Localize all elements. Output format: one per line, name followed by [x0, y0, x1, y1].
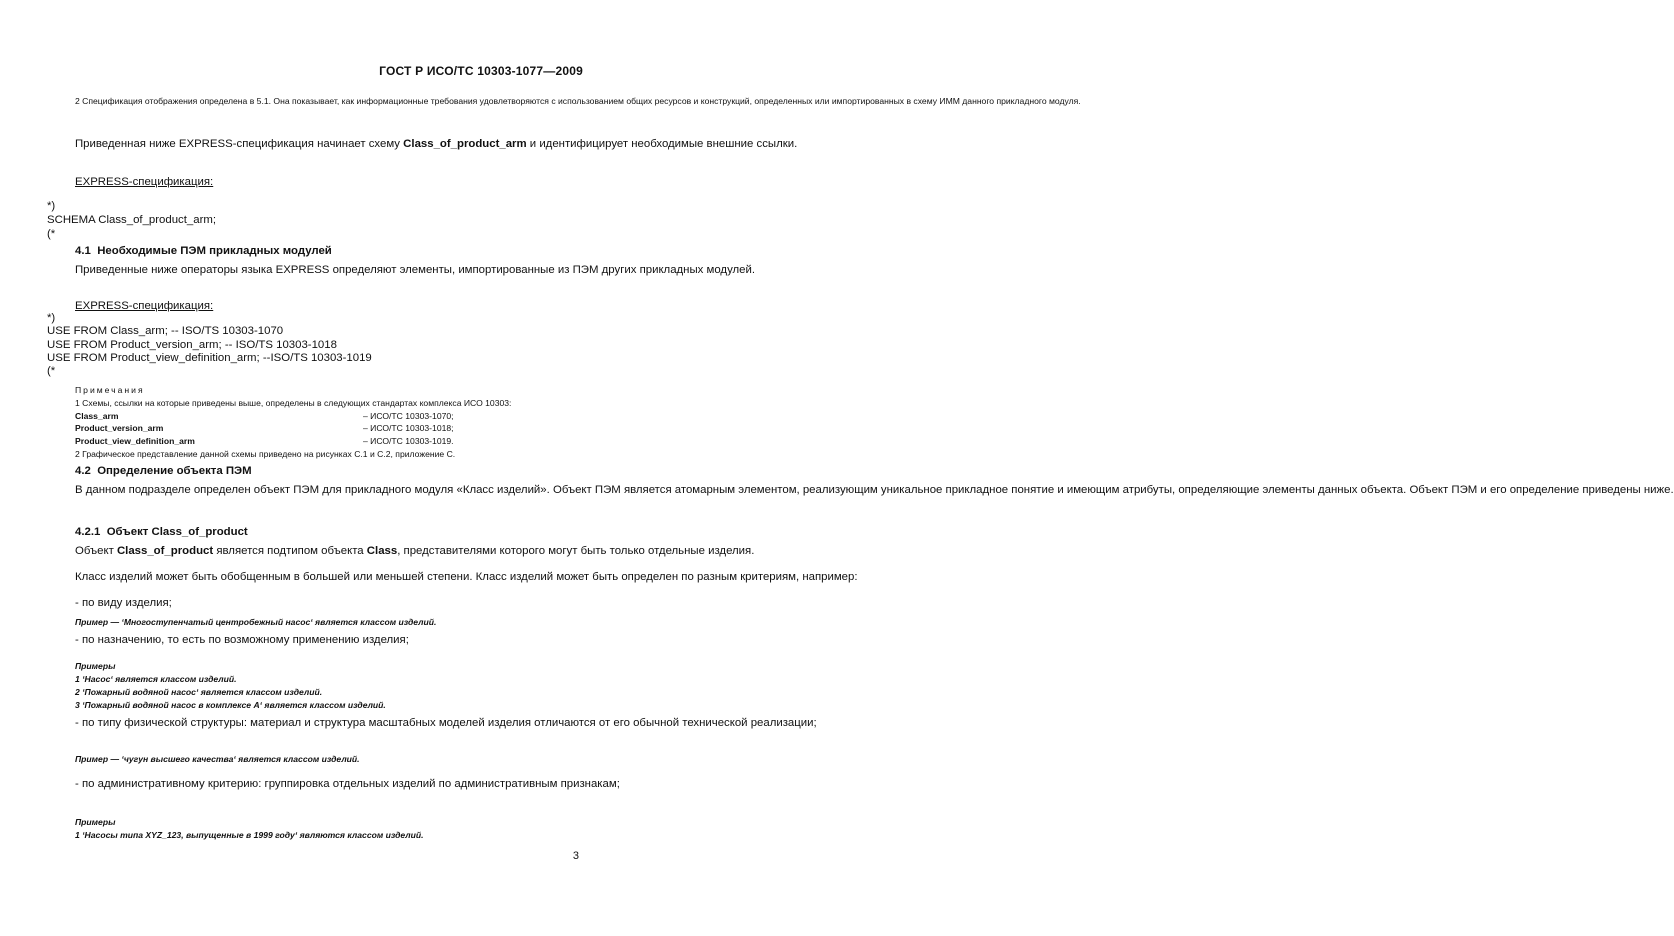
criterion-admin: - по административному критерию: группировка отдельных изделий по административным признакам; [75, 778, 620, 790]
section-title: Необходимые ПЭМ прикладных модулей [97, 245, 332, 257]
text-run: , представителями которого могут быть только отдельные изделия. [397, 545, 755, 557]
code-line: USE FROM Class_arm; -- ISO/TS 10303-1070 [47, 325, 284, 337]
examples-heading: Примеры [75, 661, 116, 671]
note-ref-row [75, 422, 575, 435]
entity-name: Class [366, 545, 398, 557]
example-item: 1 ‘Насосы типа XYZ_123, выпущенные в 1999 году‘ являются классом изделий. [75, 830, 424, 840]
express-spec-label-2: EXPRESS-спецификация: [75, 300, 214, 312]
ref-schema-name: Product_version_arm [75, 423, 164, 433]
section-title: Объект Class_of_product [106, 526, 248, 538]
example-item: 2 ‘Пожарный водяной насос‘ является классом изделий. [75, 687, 323, 697]
section-4-1-heading [75, 245, 332, 257]
intro-paragraph [47, 137, 798, 152]
entity-name: Class_of_product [116, 545, 214, 557]
ref-standard: – ИСО/ТС 10303-1018; [363, 423, 454, 433]
example-item: 1 ‘Насос‘ является классом изделий. [75, 674, 237, 684]
section-number: 4.1 [75, 245, 91, 257]
code-line: (* [47, 228, 56, 240]
ref-schema-name: Product_view_definition_arm [75, 436, 195, 446]
note-item-1: 1 Схемы, ссылки на которые приведены выше, определены в следующих стандартах комплекса ИСО 10303: [75, 398, 512, 408]
code-line: *) [47, 312, 56, 324]
text-run: является подтипом объекта [213, 545, 367, 557]
criterion-structure: - по типу физической структуры: материал и структура масштабных моделей изделия отличаются от его обычной технической реализации; [75, 717, 817, 729]
example-kind: Пример — ‘Многоступенчатый центробежный насос‘ является классом изделий. [75, 617, 437, 627]
section-4-1-paragraph: Приведенные ниже операторы языка EXPRESS определяют элементы, импортированные из ПЭМ других прикладных модулей. [75, 264, 756, 276]
section-title: Определение объекта ПЭМ [97, 465, 252, 477]
ref-standard: – ИСО/ТС 10303-1019. [363, 436, 454, 446]
ref-schema-name: Class_arm [75, 411, 119, 421]
intro-text-after: и идентифицирует необходимые внешние ссылки. [526, 138, 798, 150]
generalization-paragraph: Класс изделий может быть обобщенным в большей или меньшей степени. Класс изделий может быть определен по разным критериям, например: [75, 571, 858, 583]
express-spec-label-1: EXPRESS-спецификация: [75, 176, 214, 188]
document-header: ГОСТ Р ИСО/ТС 10303-1077—2009 [379, 64, 583, 78]
example-structure: Пример — ‘чугун высшего качества‘ является классом изделий. [75, 754, 360, 764]
note-item-2: 2 Графическое представление данной схемы приведено на рисунках С.1 и С.2, приложение С. [75, 449, 456, 459]
note-ref-row [75, 410, 575, 423]
code-line: SCHEMA Class_of_product_arm; [47, 214, 217, 226]
section-number: 4.2 [75, 465, 91, 477]
criterion-kind: - по виду изделия; [75, 597, 172, 609]
code-line: *) [47, 200, 56, 212]
criterion-purpose: - по назначению, то есть по возможному применению изделия; [75, 634, 409, 646]
code-line: (* [47, 365, 56, 377]
note-ref-row [75, 435, 575, 448]
text-run: Объект [75, 545, 117, 557]
class-of-product-definition [47, 544, 755, 559]
section-4-2-paragraph: В данном подразделе определен объект ПЭМ для прикладного модуля «Класс изделий». Объект ПЭМ является атомарным элементом, реализующим уникальное прикладное понятие и имеющим атрибуты, определяющие элементы данных объекта. Объект ПЭМ и его определение приведены ниже. [75, 484, 1674, 496]
note-2-intro: 2 Спецификация отображения определена в 5.1. Она показывает, как информационные требования удовлетворяются с использованием общих ресурсов и конструкций, определенных или импортированных в схему ИММ данного прикладного модуля. [75, 96, 1081, 106]
section-number: 4.2.1 [75, 526, 101, 538]
page-number: 3 [572, 850, 579, 862]
section-4-2-heading [75, 465, 252, 477]
notes-heading: Примечания [75, 385, 145, 395]
example-item: 3 ‘Пожарный водяной насос в комплексе А‘ является классом изделий. [75, 700, 386, 710]
code-line: USE FROM Product_view_definition_arm; --ISO/TS 10303-1019 [47, 352, 372, 364]
ref-standard: – ИСО/ТС 10303-1070; [363, 411, 454, 421]
code-line: USE FROM Product_version_arm; -- ISO/TS 10303-1018 [47, 339, 337, 351]
section-4-2-1-heading [75, 526, 248, 538]
schema-name: Class_of_product_arm [403, 138, 527, 150]
intro-text-before: Приведенная ниже EXPRESS-спецификация начинает схему [75, 138, 404, 150]
examples-heading: Примеры [75, 817, 116, 827]
